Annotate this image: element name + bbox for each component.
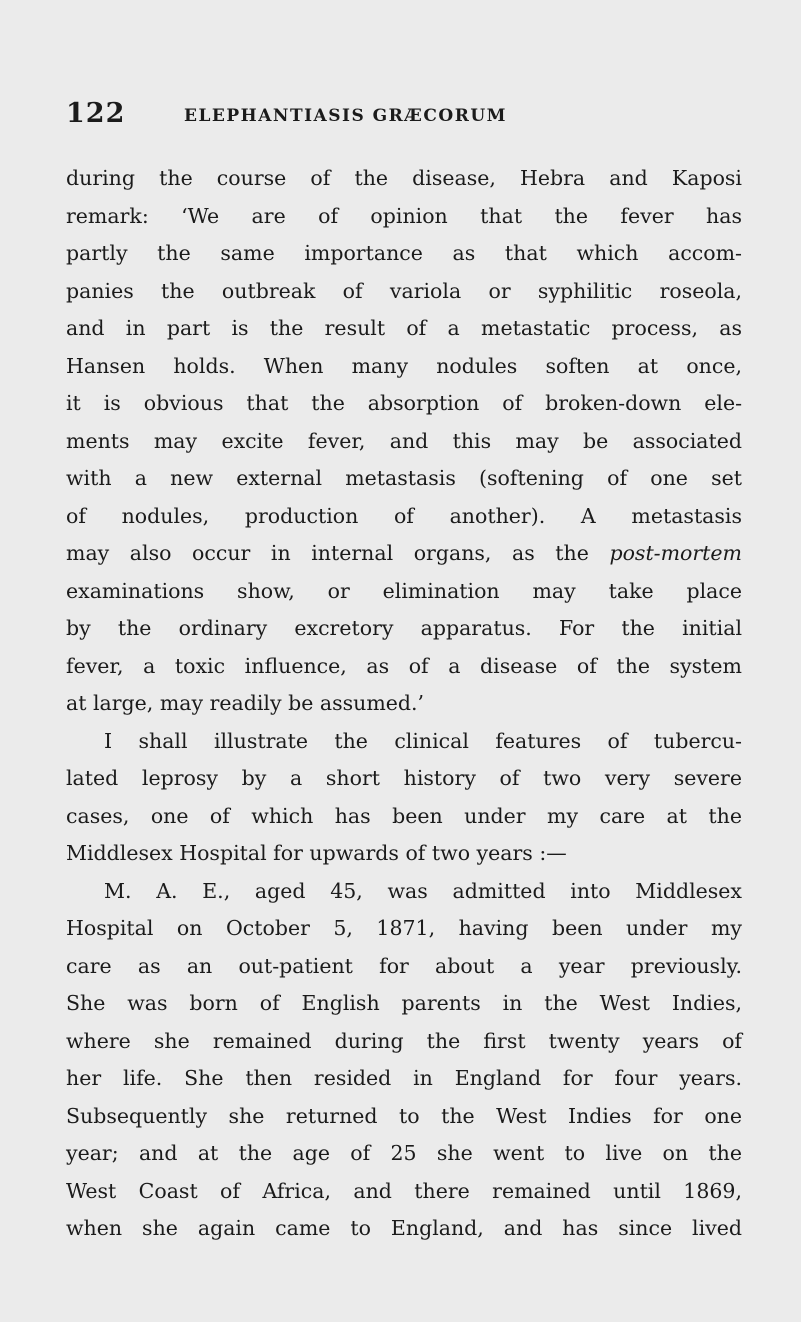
text-line: when she again came to England, and has since lived bbox=[66, 1216, 742, 1240]
text-line: during the course of the disease, Hebra and Kaposi bbox=[66, 166, 742, 190]
text-line: by the ordinary excretory apparatus. For the initial bbox=[66, 616, 742, 640]
text-line-start: may also occur in internal organs, as the bbox=[66, 541, 610, 565]
text-line: where she remained during the first twenty years of bbox=[66, 1028, 742, 1053]
text-line: remark: ‘We are of opinion that the fever has bbox=[66, 203, 742, 228]
text-line: examinations show, or elimination may take place bbox=[66, 578, 742, 603]
text-line: lated leprosy by a short history of two very severe bbox=[66, 766, 742, 790]
text-line: Hospital on October 5, 1871, having been under my bbox=[66, 916, 742, 940]
running-head: ELEPHANTIASIS GRÆCORUM bbox=[184, 106, 507, 126]
text-line: at large, may readily be assumed.’ bbox=[66, 691, 425, 715]
text-line: year; and at the age of 25 she went to live on the bbox=[66, 1141, 742, 1165]
text-line: partly the same importance as that which accom- bbox=[66, 241, 742, 265]
text-line: and in part is the result of a metastatic process, as bbox=[66, 316, 742, 340]
text-line: of nodules, production of another). A metastasis bbox=[66, 503, 742, 528]
text-line: Hansen holds. When many nodules soften at once, bbox=[66, 353, 742, 378]
page-number: 122 bbox=[66, 98, 126, 129]
text-line: her life. She then resided in England for four years. bbox=[66, 1066, 742, 1090]
text-line: Subsequently she returned to the West Indies for one bbox=[66, 1103, 742, 1128]
paragraph-start: I shall illustrate the clinical features of tubercu- bbox=[104, 728, 742, 753]
italic-phrase: post-mortem bbox=[609, 541, 742, 565]
text-line: panies the outbreak of variola or syphilitic roseola, bbox=[66, 278, 742, 303]
text-line: with a new external metastasis (softening of one set bbox=[66, 466, 742, 490]
text-line: care as an out-patient for about a year previously. bbox=[66, 953, 742, 978]
text-line: cases, one of which has been under my care at the bbox=[66, 803, 742, 828]
paragraph-start: M. A. E., aged 45, was admitted into Middlesex bbox=[104, 878, 742, 903]
text-line-with-italic bbox=[66, 535, 742, 573]
text-line: Middlesex Hospital for upwards of two years :— bbox=[66, 841, 567, 865]
text-line: ments may excite fever, and this may be associated bbox=[66, 428, 742, 453]
body-text bbox=[66, 160, 742, 1248]
text-line: fever, a toxic influence, as of a disease of the system bbox=[66, 653, 742, 678]
text-line: it is obvious that the absorption of broken-down ele- bbox=[66, 391, 742, 415]
text-line: West Coast of Africa, and there remained until 1869, bbox=[66, 1178, 742, 1203]
text-line: She was born of English parents in the West Indies, bbox=[66, 991, 742, 1015]
page-header bbox=[66, 98, 766, 138]
